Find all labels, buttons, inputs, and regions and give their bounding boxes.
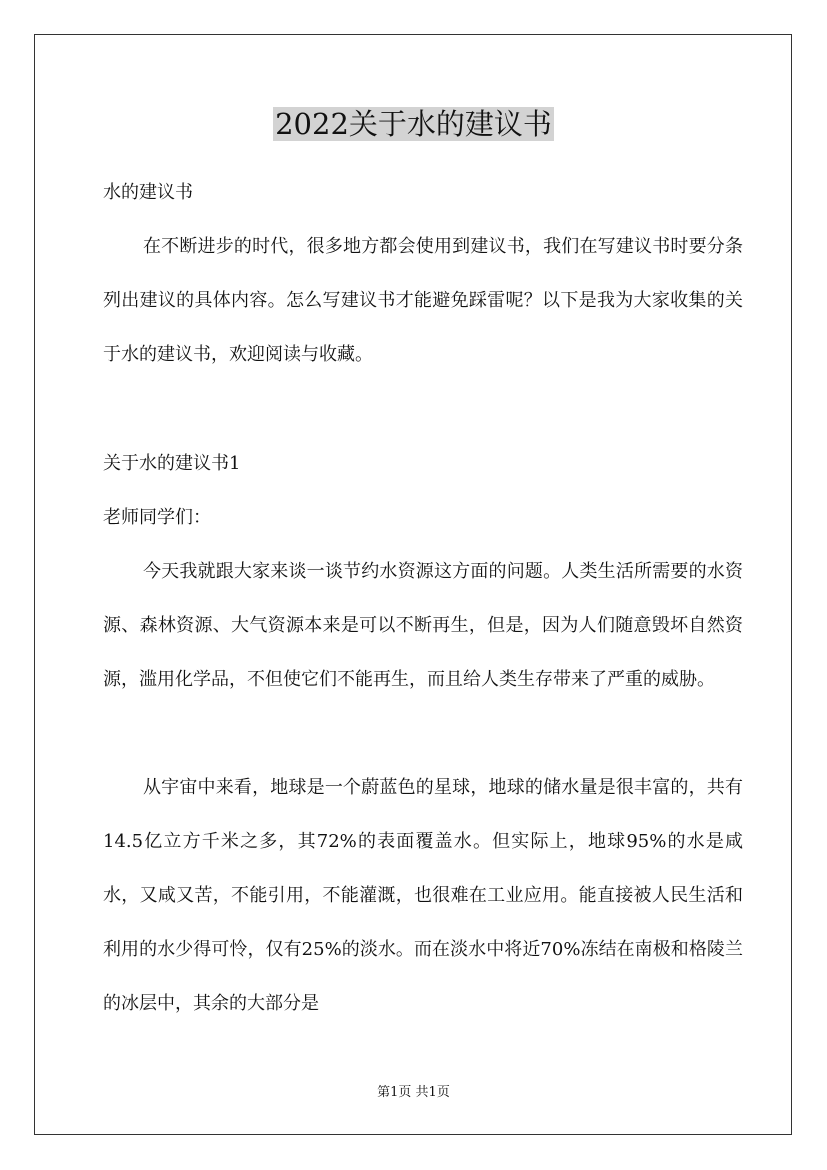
body-paragraph: 今天我就跟大家来谈一谈节约水资源这方面的问题。人类生活所需要的水资源、森林资源、大气资源本来是可以不断再生，但是，因为人们随意毁坏自然资源，滥用化学品，不但使它们不能再生，而且给人类生存带来了严重的威胁。 [103,561,743,690]
body-paragraph: 从宇宙中来看，地球是一个蔚蓝色的星球，地球的储水量是很丰富的，共有14.5亿立方千米之多，其72%的表面覆盖水。但实际上，地球95%的水是咸水，又咸又苦，不能引用，不能灌溉，也很难在工业应用。能直接被人民生活和利用的水少得可怜，仅有25%的淡水。而在淡水中将近70%冻结在南极和格陵兰的冰层中，其余的大部分是 [103,777,743,1014]
salutation: 老师同学们： [103,507,211,528]
document-title: 2022关于水的建议书 [275,107,552,141]
subsection-heading: 关于水的建议书1 [103,453,241,474]
page-number: 第1页 共1页 [377,1085,450,1100]
intro-paragraph: 在不断进步的时代，很多地方都会使用到建议书，我们在写建议书时要分条列出建议的具体内容。怎么写建议书才能避免踩雷呢？以下是我为大家收集的关于水的建议书，欢迎阅读与收藏。 [103,236,743,365]
section-heading: 水的建议书 [103,182,193,203]
